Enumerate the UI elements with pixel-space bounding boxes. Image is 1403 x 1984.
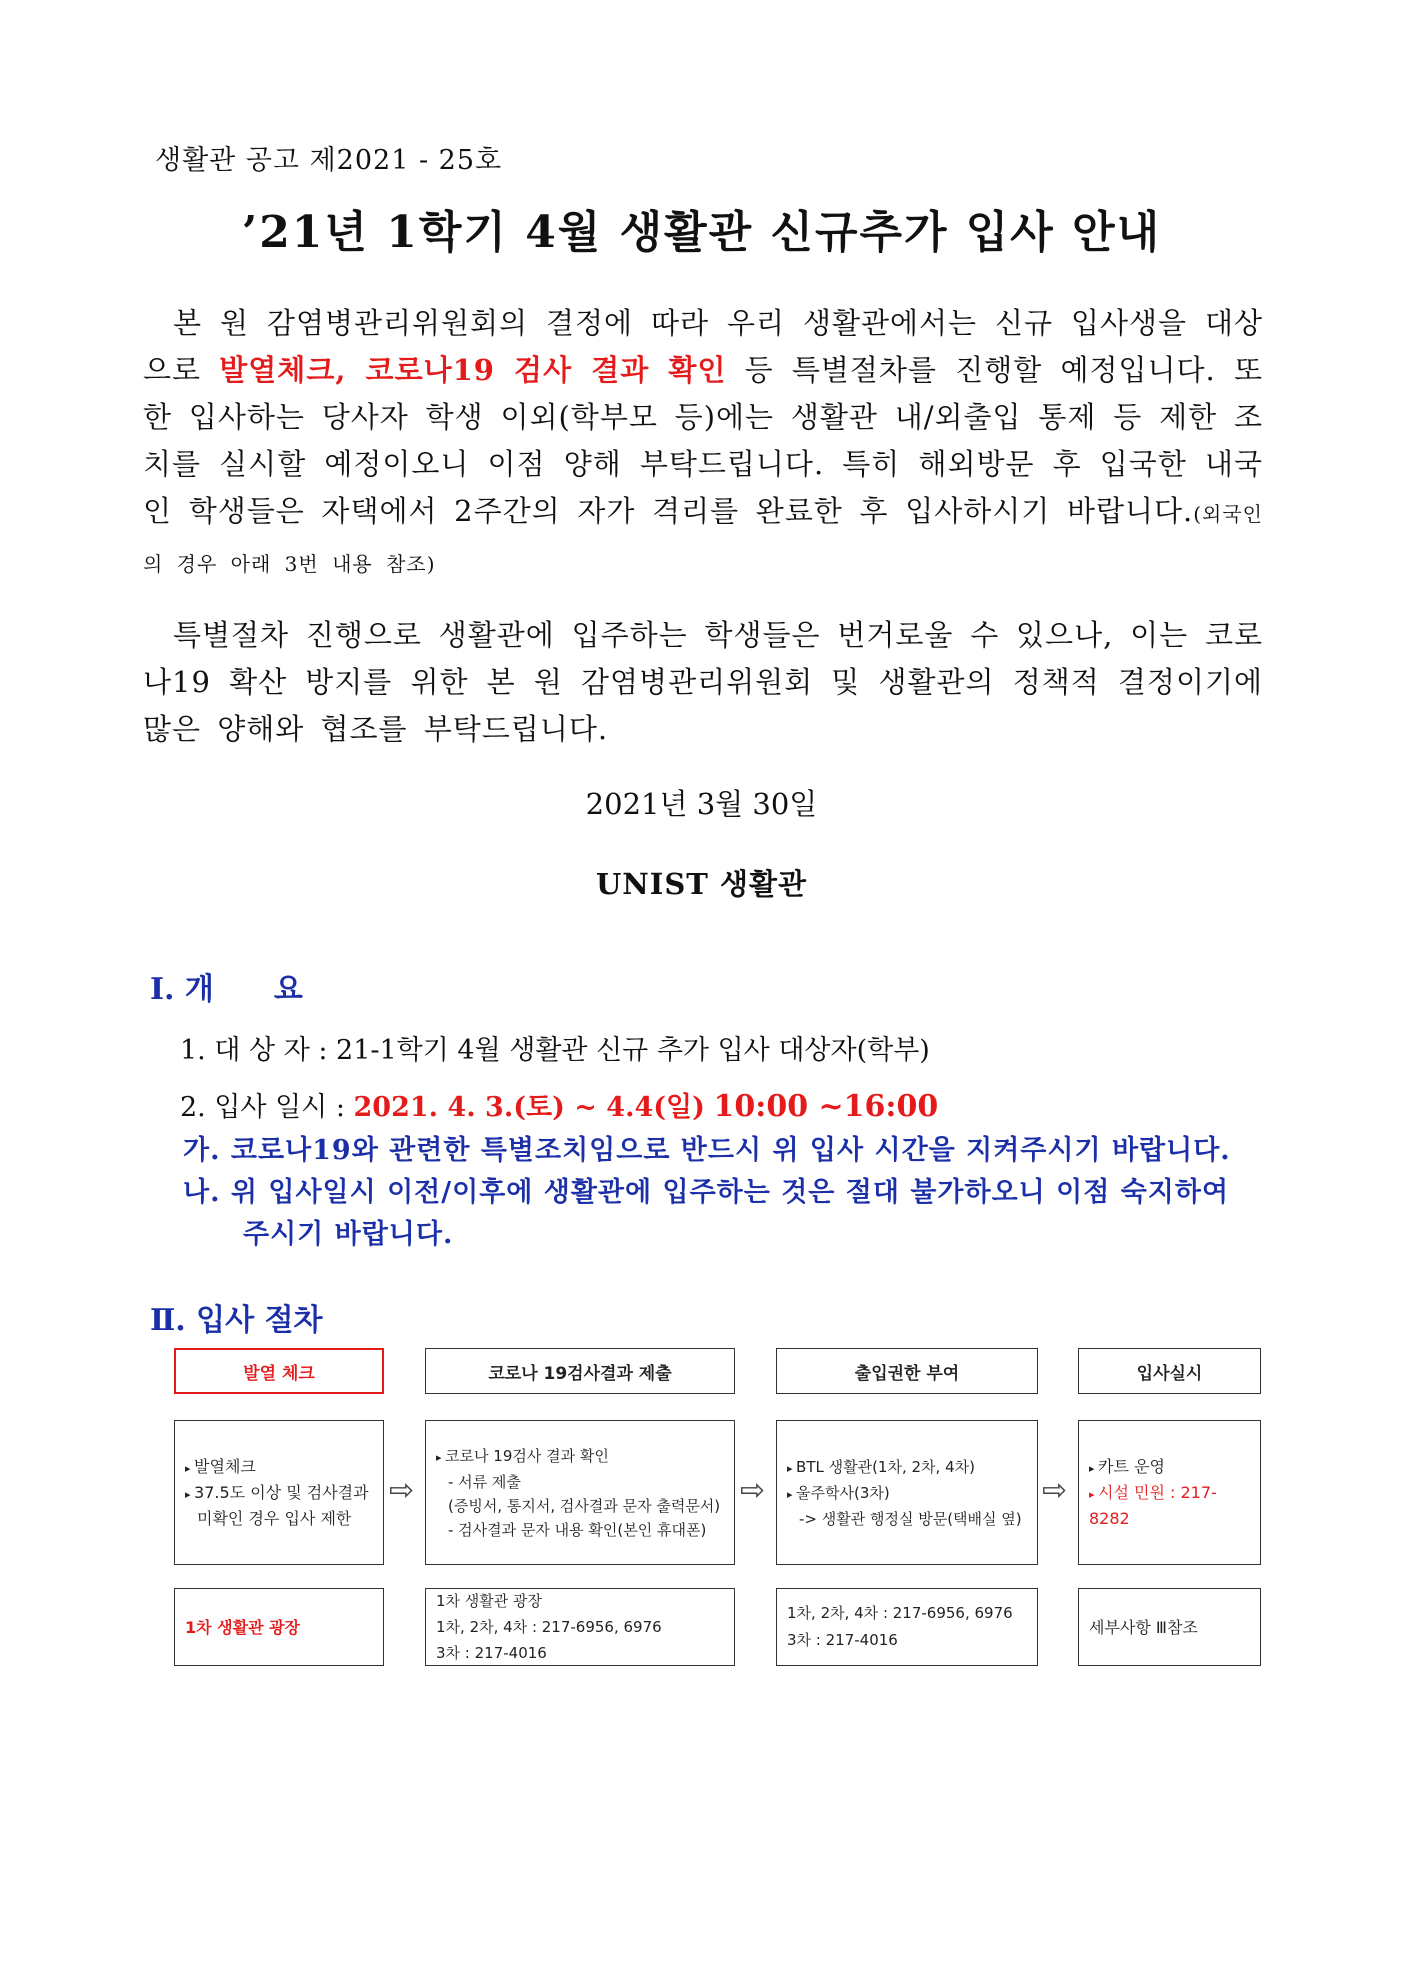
intro-text: 본 원 감염병관리위원회의 결정에 따라 우리 생활관에서는 신규 입사생을 대상으로: [143, 306, 1263, 387]
step-header-fever-check: 발열 체크: [174, 1348, 384, 1394]
step-line: - 검사결과 문자 내용 확인(본인 휴대폰): [448, 1520, 707, 1539]
intro-paragraph-1: [143, 300, 1263, 588]
step-line: (증빙서, 통지서, 검사결과 문자 출력문서): [448, 1496, 721, 1515]
step-header-move-in: 입사실시: [1078, 1348, 1261, 1394]
step-header-access: 출입권한 부여: [776, 1348, 1038, 1394]
step-content-fever-check: [174, 1420, 384, 1565]
arrow-icon: ⇨: [740, 1473, 766, 1508]
location-line: 1차 생활관 광장: [436, 1592, 543, 1610]
section-heading-procedure: Ⅱ. 입사 절차: [150, 1303, 323, 1338]
location-line: 1차, 2차, 4차 : 217-6956, 6976: [436, 1618, 662, 1636]
step-line: ▸ 37.5도 이상 및 검사결과: [185, 1481, 373, 1507]
intro-text: 특별절차 진행으로 생활관에 입주하는 학생들은 번거로울 수 있으나, 이는 코로나19 확산 방지를 위한 본 원 감염병관리위원회 및 생활관의 정책적 결정이기에 많은 양해와 협조를 부탁드립니다.: [143, 618, 1263, 746]
location-line: 1차, 2차, 4차 : 217-6956, 6976: [787, 1604, 1013, 1622]
note-b-line-2: 주시기 바랍니다.: [243, 1219, 454, 1250]
step-location-access: [776, 1588, 1038, 1666]
step-location-covid-test: [425, 1588, 735, 1666]
arrow-icon: ⇨: [389, 1473, 415, 1508]
step-line: ▸ 시설 민원 : 217-8282: [1089, 1481, 1250, 1531]
step-line: -> 생활관 행정실 방문(택배실 옆): [799, 1509, 1022, 1528]
section-heading-overview: Ⅰ. 개 요: [150, 972, 303, 1007]
note-a: 가. 코로나19와 관련한 특별조치임으로 반드시 위 입사 시간을 지켜주시기 바랍니다.: [183, 1135, 1231, 1166]
notice-date: 2021년 3월 30일: [585, 787, 818, 821]
step-line: ▸ 울주학사(3차): [787, 1481, 1027, 1507]
arrow-icon: ⇨: [1042, 1473, 1068, 1508]
step-content-covid-test: [425, 1420, 735, 1565]
step-content-access: [776, 1420, 1038, 1565]
step-content-move-in: [1078, 1420, 1261, 1565]
step-line: - 서류 제출: [448, 1472, 521, 1491]
schedule-label: 2. 입사 일시 :: [180, 1092, 354, 1123]
note-b: [183, 1172, 1263, 1256]
location-line: 1차 생활관 광장: [185, 1617, 301, 1637]
intro-highlight: 발열체크, 코로나19 검사 결과 확인: [219, 353, 727, 387]
step-line: 미확인 경우 입사 제한: [197, 1508, 352, 1528]
notice-number: 생활관 공고 제2021 - 25호: [155, 145, 503, 176]
schedule-time: 10:00 ~16:00: [713, 1089, 939, 1124]
location-line: 세부사항 Ⅲ참조: [1089, 1617, 1198, 1637]
target-item: 1. 대 상 자 : 21-1학기 4월 생활관 신규 추가 입사 대상자(학부): [180, 1035, 930, 1066]
intro-text: 등 특별절차를 진행할 예정입니다. 또한 입사하는 당사자 학생 이외(학부모 등)에는 생활관 내/외출입 통제 등 제한 조치를 실시할 예정이오니 이점 양해 부탁드립니다. 특히 해외방문 후 입국한 내국인 학생들은 자택에서 2주간의 자가 격리를 완료한 후 입사하시기 바랍니다.: [143, 353, 1264, 528]
intro-paragraph-2: [143, 612, 1263, 753]
step-header-covid-test: 코로나 19검사결과 제출: [425, 1348, 735, 1394]
schedule-item: [180, 1085, 938, 1124]
step-line: ▸ 발열체크: [185, 1455, 373, 1481]
step-line: ▸ BTL 생활관(1차, 2차, 4차): [787, 1455, 1027, 1481]
location-line: 3차 : 217-4016: [787, 1631, 898, 1649]
step-line: ▸ 카트 운영: [1089, 1455, 1250, 1481]
document-title: ’21년 1학기 4월 생활관 신규추가 입사 안내: [241, 207, 1162, 258]
step-location-fever-check: [174, 1588, 384, 1666]
intro-footnote: (외국인의 경우 아래 3번 내용 참조): [143, 502, 1263, 576]
step-location-move-in: [1078, 1588, 1261, 1666]
note-b-line-1: 나. 위 입사일시 이전/이후에 생활관에 입주하는 것은 절대 불가하오니 이점 숙지하여: [183, 1177, 1230, 1208]
location-line: 3차 : 217-4016: [436, 1644, 547, 1662]
organization-name: UNIST 생활관: [595, 867, 808, 901]
step-line: ▸ 코로나 19검사 결과 확인: [436, 1444, 724, 1470]
schedule-date: 2021. 4. 3.(토) ~ 4.4(일): [353, 1092, 705, 1123]
